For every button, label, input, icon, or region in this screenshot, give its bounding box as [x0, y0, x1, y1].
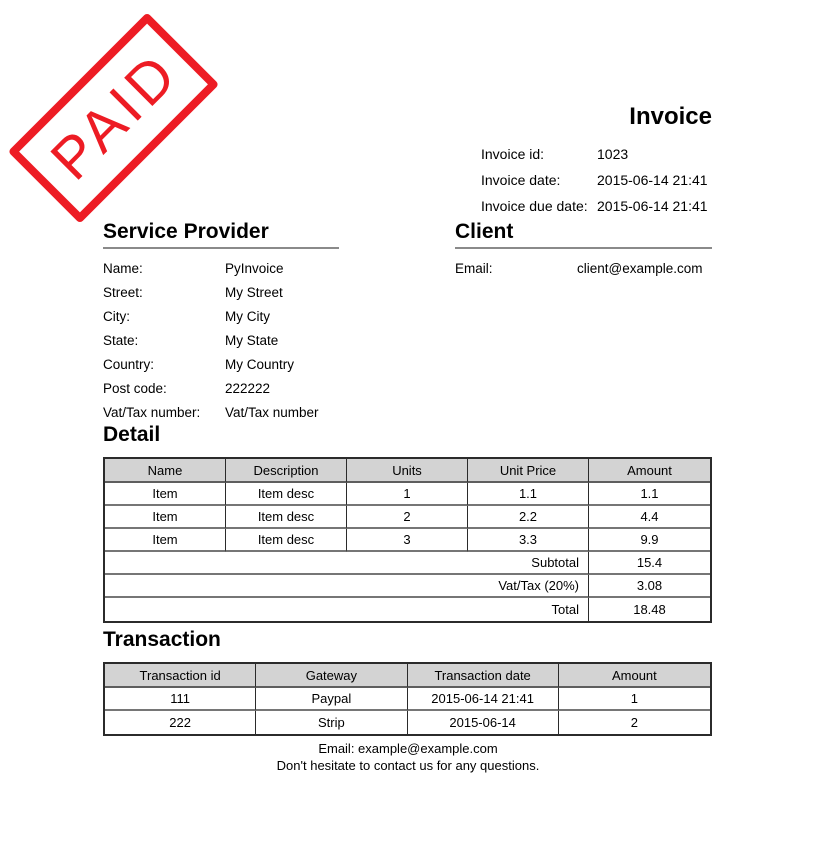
field-row-name [103, 256, 339, 280]
transaction-cell: 2015-06-14 [408, 711, 559, 734]
detail-cell: 1.1 [589, 483, 710, 506]
vat-tax-value: 3.08 [589, 575, 710, 598]
transaction-col-id: Transaction id [105, 664, 256, 688]
detail-cell: 9.9 [589, 529, 710, 552]
detail-section [103, 422, 712, 623]
transaction-row [105, 711, 710, 734]
detail-cell: Item [105, 483, 226, 506]
detail-table [103, 457, 712, 623]
invoice-id-value: 1023 [597, 146, 629, 162]
detail-heading: Detail [103, 423, 161, 446]
client-rule [455, 247, 712, 249]
invoice-id-row [481, 141, 708, 167]
subtotal-value: 15.4 [589, 552, 710, 575]
footer [0, 740, 816, 774]
detail-header-row [105, 459, 710, 483]
detail-col-name: Name [105, 459, 226, 483]
transaction-cell: 222 [105, 711, 256, 734]
detail-col-description: Description [226, 459, 347, 483]
transaction-col-amount: Amount [559, 664, 710, 688]
footer-email: Email: example@example.com [318, 741, 498, 756]
name-label: Name: [103, 260, 143, 276]
transaction-row [105, 688, 710, 711]
field-row-city [103, 304, 339, 328]
transaction-cell: 2015-06-14 21:41 [408, 688, 559, 711]
field-row-postcode [103, 376, 339, 400]
field-row-vat [103, 400, 339, 424]
street-label: Street: [103, 284, 143, 300]
invoice-id-label: Invoice id: [481, 146, 545, 162]
field-row-client-email [455, 256, 712, 280]
service-provider-heading: Service Provider [103, 220, 269, 243]
paid-stamp-label: PAID [38, 39, 192, 193]
detail-cell: 3.3 [468, 529, 589, 552]
transaction-col-date: Transaction date [408, 664, 559, 688]
transaction-cell: 1 [559, 688, 710, 711]
vat-label: Vat/Tax number: [103, 404, 201, 420]
detail-cell: Item desc [226, 506, 347, 529]
invoice-date-row [481, 167, 708, 193]
detail-row [105, 506, 710, 529]
detail-summary-row [105, 552, 710, 575]
invoice-meta [481, 141, 708, 219]
detail-cell: Item desc [226, 529, 347, 552]
detail-summary-row [105, 575, 710, 598]
detail-cell: Item [105, 529, 226, 552]
detail-col-amount: Amount [589, 459, 710, 483]
subtotal-label: Subtotal [105, 552, 589, 575]
client-email-label: Email: [455, 260, 493, 276]
client-section [455, 219, 712, 280]
vat-tax-label: Vat/Tax (20%) [105, 575, 589, 598]
client-heading: Client [455, 220, 514, 243]
postcode-label: Post code: [103, 380, 167, 396]
invoice-date-label: Invoice date: [481, 172, 561, 188]
detail-cell: Item desc [226, 483, 347, 506]
detail-summary-row [105, 598, 710, 621]
transaction-cell: 111 [105, 688, 256, 711]
detail-cell: 2 [347, 506, 468, 529]
postcode-value: 222222 [225, 380, 271, 396]
detail-cell: 1.1 [468, 483, 589, 506]
detail-cell: Item [105, 506, 226, 529]
state-label: State: [103, 332, 139, 348]
detail-col-unit-price: Unit Price [468, 459, 589, 483]
city-value: My City [225, 308, 270, 324]
country-label: Country: [103, 356, 155, 372]
invoice-due-date-value: 2015-06-14 21:41 [597, 198, 708, 214]
service-provider-section [103, 219, 339, 424]
footer-note: Don't hesitate to contact us for any questions. [276, 758, 540, 773]
invoice-date-value: 2015-06-14 21:41 [597, 172, 708, 188]
transaction-header-row [105, 664, 710, 688]
transaction-section [103, 627, 712, 736]
street-value: My Street [225, 284, 283, 300]
detail-cell: 1 [347, 483, 468, 506]
paid-stamp [8, 12, 219, 223]
field-row-street [103, 280, 339, 304]
total-label: Total [105, 598, 589, 621]
total-value: 18.48 [633, 602, 666, 617]
invoice-title: Invoice [629, 103, 712, 130]
field-row-state [103, 328, 339, 352]
service-provider-rule [103, 247, 339, 249]
detail-row [105, 529, 710, 552]
state-value: My State [225, 332, 279, 348]
invoice-due-date-label: Invoice due date: [481, 198, 588, 214]
detail-col-units: Units [347, 459, 468, 483]
client-email-value: client@example.com [577, 260, 703, 276]
transaction-cell: Strip [256, 711, 407, 734]
transaction-cell: 2 [630, 715, 638, 730]
transaction-cell: Paypal [256, 688, 407, 711]
detail-cell: 3 [347, 529, 468, 552]
detail-cell: 4.4 [589, 506, 710, 529]
invoice-due-date-row [481, 193, 708, 219]
field-row-country [103, 352, 339, 376]
detail-row [105, 483, 710, 506]
vat-value: Vat/Tax number [225, 404, 319, 420]
transaction-col-gateway: Gateway [256, 664, 407, 688]
name-value: PyInvoice [225, 260, 284, 276]
transaction-table [103, 662, 712, 736]
detail-cell: 2.2 [468, 506, 589, 529]
country-value: My Country [225, 356, 295, 372]
transaction-heading: Transaction [103, 628, 221, 651]
city-label: City: [103, 308, 130, 324]
